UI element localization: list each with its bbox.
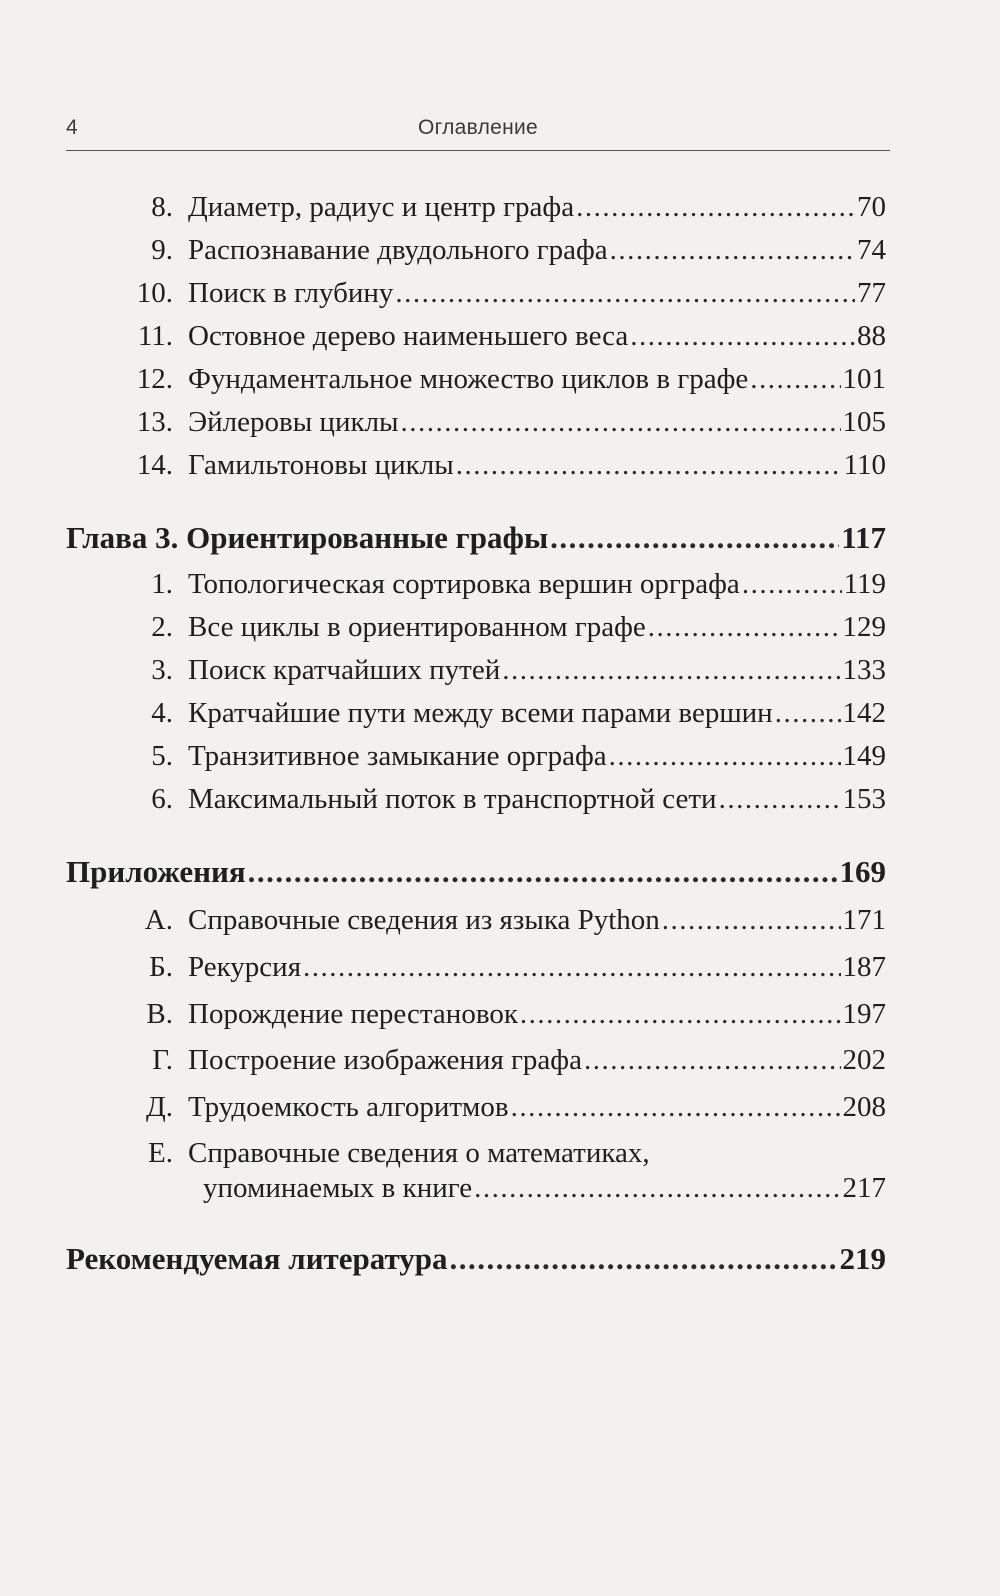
toc-entry-number: Д. bbox=[145, 1091, 173, 1123]
toc-entry-title: Все циклы в ориентированном графе bbox=[188, 611, 646, 643]
toc-entry-page: 70 bbox=[857, 191, 886, 223]
dot-leader bbox=[775, 696, 841, 730]
toc-chapter-title: Рекомендуемая литература bbox=[66, 1241, 448, 1276]
toc-chapter-3[interactable] bbox=[66, 521, 886, 555]
toc-entry-page: 74 bbox=[857, 234, 886, 266]
dot-leader bbox=[456, 448, 842, 482]
toc-entry-line-2[interactable] bbox=[66, 1171, 886, 1205]
toc-entry-page: 217 bbox=[842, 1172, 886, 1204]
toc-entry[interactable] bbox=[66, 190, 886, 224]
toc-entry-page: 202 bbox=[842, 1044, 886, 1076]
dot-leader bbox=[584, 1043, 841, 1077]
toc-entry-number: 9. bbox=[151, 234, 173, 266]
dot-leader bbox=[450, 1242, 838, 1276]
toc-entry[interactable] bbox=[66, 997, 886, 1031]
toc-entry-number: 12. bbox=[136, 363, 173, 395]
toc-entry[interactable] bbox=[66, 739, 886, 773]
toc-entry-title: Порождение перестановок bbox=[188, 998, 518, 1030]
toc-entry[interactable] bbox=[66, 782, 886, 816]
toc-entry-number: В. bbox=[146, 998, 173, 1030]
toc-entry-page: 187 bbox=[842, 951, 886, 983]
toc-entry-page: 197 bbox=[842, 998, 886, 1030]
toc-entry-number: Г. bbox=[152, 1044, 173, 1076]
toc-chapter-page: 117 bbox=[841, 520, 886, 555]
toc-entry-title: Поиск кратчайших путей bbox=[188, 654, 501, 686]
toc-entry-page: 171 bbox=[842, 904, 886, 936]
toc-entry-page: 133 bbox=[842, 654, 886, 686]
toc-entry[interactable] bbox=[66, 653, 886, 687]
toc-entry-number: 8. bbox=[151, 191, 173, 223]
header-rule bbox=[66, 150, 890, 151]
dot-leader bbox=[303, 950, 840, 984]
toc-entry-title: Остовное дерево наименьшего веса bbox=[188, 320, 629, 352]
toc-entry-page: 105 bbox=[842, 406, 886, 438]
toc-entry-page: 153 bbox=[842, 783, 886, 815]
toc-entry-title: Трудоемкость алгоритмов bbox=[188, 1091, 509, 1123]
dot-leader bbox=[648, 610, 841, 644]
dot-leader bbox=[630, 319, 855, 353]
dot-leader bbox=[576, 190, 855, 224]
toc-entry-title: Рекурсия bbox=[188, 951, 302, 983]
toc-chapter-title: Глава 3. Ориентированные графы bbox=[66, 520, 549, 555]
toc-entry-number: 2. bbox=[151, 611, 173, 643]
toc-chapter-page: 219 bbox=[839, 1241, 886, 1276]
page-number: 4 bbox=[66, 116, 78, 139]
toc-entry[interactable] bbox=[66, 276, 886, 310]
toc-chapter-page: 169 bbox=[839, 854, 886, 889]
toc-entry-number: 5. bbox=[151, 740, 173, 772]
toc-entry-title: Транзитивное замыкание орграфа bbox=[188, 740, 607, 772]
toc-entry-title: Топологическая сортировка вершин орграфа bbox=[188, 568, 740, 600]
dot-leader bbox=[520, 997, 841, 1031]
toc-entry-number: 13. bbox=[136, 406, 173, 438]
toc-entry[interactable] bbox=[66, 696, 886, 730]
dot-leader bbox=[609, 739, 841, 773]
toc-entry-number: 10. bbox=[136, 277, 173, 309]
toc-entry-number: 14. bbox=[136, 449, 173, 481]
toc-entry-page: 129 bbox=[842, 611, 886, 643]
toc-entry-line-1[interactable] bbox=[66, 1136, 886, 1170]
toc-entry-number: 6. bbox=[151, 783, 173, 815]
toc-entry-number: А. bbox=[144, 904, 173, 936]
dot-leader bbox=[502, 653, 840, 687]
toc-entry-number: 3. bbox=[151, 654, 173, 686]
toc-entry-title: Построение изображения графа bbox=[188, 1044, 582, 1076]
toc-entry[interactable] bbox=[66, 448, 886, 482]
dot-leader bbox=[511, 1090, 841, 1124]
dot-leader bbox=[395, 276, 855, 310]
toc-entry-number: Е. bbox=[148, 1137, 173, 1169]
dot-leader bbox=[719, 782, 841, 816]
toc-entry-title: Распознавание двудольного графа bbox=[188, 234, 608, 266]
dot-leader bbox=[474, 1171, 840, 1205]
toc-entry-page: 110 bbox=[843, 449, 886, 481]
toc-entry-number: 4. bbox=[151, 697, 173, 729]
toc-chapter-title: Приложения bbox=[66, 854, 246, 889]
toc-entry-title: Диаметр, радиус и центр графа bbox=[188, 191, 575, 223]
toc-entry[interactable] bbox=[66, 950, 886, 984]
dot-leader bbox=[742, 567, 842, 601]
toc-entry[interactable] bbox=[66, 567, 886, 601]
toc-entry-page: 101 bbox=[842, 363, 886, 395]
toc-entry-title: Кратчайшие пути между всеми парами вершин bbox=[188, 697, 773, 729]
dot-leader bbox=[401, 405, 841, 439]
toc-entry[interactable] bbox=[66, 1090, 886, 1124]
toc-entry-number: Б. bbox=[149, 951, 173, 983]
toc-entry[interactable] bbox=[66, 405, 886, 439]
toc-entry-title-continued: упоминаемых в книге bbox=[203, 1172, 473, 1204]
dot-leader bbox=[550, 521, 839, 555]
toc-entry-page: 208 bbox=[842, 1091, 886, 1123]
toc-entry-page: 119 bbox=[843, 568, 886, 600]
dot-leader bbox=[750, 362, 840, 396]
toc-entry-title: Фундаментальное множество циклов в графе bbox=[188, 363, 749, 395]
toc-appendices[interactable] bbox=[66, 855, 886, 889]
toc-entry-page: 142 bbox=[842, 697, 886, 729]
toc-entry-title: Справочные сведения о математиках, bbox=[188, 1137, 650, 1169]
running-head-title: Оглавление bbox=[417, 116, 539, 139]
toc-entry-page: 77 bbox=[857, 277, 886, 309]
toc-entry-page: 88 bbox=[857, 320, 886, 352]
toc-entry-title: Гамильтоновы циклы bbox=[188, 449, 454, 481]
toc-entry-number: 1. bbox=[151, 568, 173, 600]
toc-entry-title: Поиск в глубину bbox=[188, 277, 394, 309]
toc-entry-title: Максимальный поток в транспортной сети bbox=[188, 783, 717, 815]
toc-entry[interactable] bbox=[66, 610, 886, 644]
toc-entry-title: Справочные сведения из языка Python bbox=[188, 904, 660, 936]
dot-leader bbox=[248, 855, 838, 889]
toc-entry[interactable] bbox=[66, 1043, 886, 1077]
toc-bibliography[interactable] bbox=[66, 1242, 886, 1276]
toc-entry[interactable] bbox=[66, 362, 886, 396]
toc-entry[interactable] bbox=[66, 233, 886, 267]
toc-entry-page: 149 bbox=[842, 740, 886, 772]
toc-entry[interactable] bbox=[66, 903, 886, 937]
running-head bbox=[66, 114, 890, 148]
toc-entry-number: 11. bbox=[137, 320, 173, 352]
dot-leader bbox=[610, 233, 855, 267]
dot-leader bbox=[662, 903, 841, 937]
toc-entry-title: Эйлеровы циклы bbox=[188, 406, 399, 438]
toc-entry[interactable] bbox=[66, 319, 886, 353]
